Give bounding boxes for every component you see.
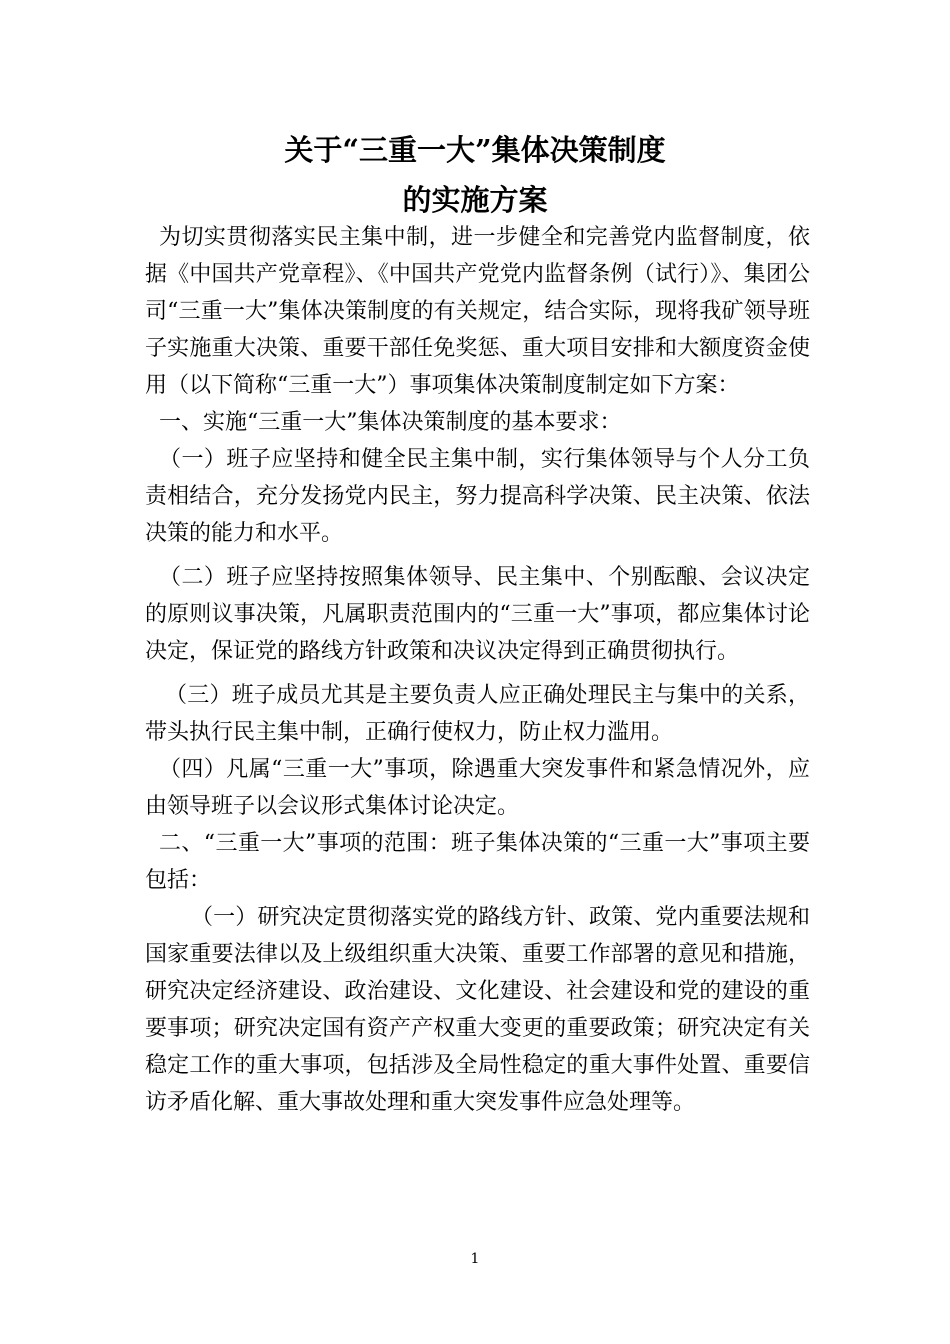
section-heading-basic-requirements: 一、实施“三重一大”集体决策制度的基本要求： — [159, 410, 622, 435]
paragraph-requirement-1: （一）班子应坚持和健全民主集中制，实行集体领导与个人分工负责相结合，充分发扬党内民主，努力提高科学决策、民主决策、依法决策的能力和水平。 — [145, 447, 810, 546]
paragraph-requirement-2: （二）班子应坚持按照集体领导、民主集中、个别酝酿、会议决定的原则议事决策，凡属职责范围内的“三重一大”事项，都应集体讨论决定，保证党的路线方针政策和决议决定得到正确贯彻执行。 — [145, 565, 810, 664]
section-heading-scope: 二、“三重一大”事项的范围：班子集体决策的“三重一大”事项主要包括： — [145, 831, 810, 893]
paragraph-requirement-3: （三）班子成员尤其是主要负责人应正确处理民主与集中的关系，带头执行民主集中制，正确行使权力，防止权力滥用。 — [145, 683, 810, 745]
paragraph-requirement-4: （四）凡属“三重一大”事项，除遇重大突发事件和紧急情况外，应由领导班子以会议形式集体讨论决定。 — [145, 757, 810, 819]
document-body — [145, 219, 810, 1121]
document-title-line-1: 关于“三重一大”集体决策制度 — [284, 133, 666, 167]
page-number: 1 — [470, 1251, 480, 1267]
paragraph-scope-1: （一）研究决定贯彻落实党的路线方针、政策、党内重要法规和国家重要法律以及上级组织重大决策、重要工作部署的意见和措施，研究决定经济建设、政治建设、文化建设、社会建设和党的建设的重要事项；研究决定国有资产产权重大变更的重要政策；研究决定有关稳定工作的重大事项，包括涉及全局性稳定的重大事件处置、重要信访矛盾化解、重大事故处理和重大突发事件应急处理等。 — [145, 905, 810, 1115]
document-title-line-2: 的实施方案 — [402, 183, 548, 217]
paragraph-intro: 为切实贯彻落实民主集中制，进一步健全和完善党内监督制度，依据《中国共产党章程》、《中国共产党党内监督条例（试行）》、集团公司“三重一大”集体决策制度的有关规定，结合实际，现将我矿领导班子实施重大决策、重要干部任免奖惩、重大项目安排和大额度资金使用（以下简称“三重一大”）事项集体决策制度制定如下方案： — [145, 225, 810, 398]
